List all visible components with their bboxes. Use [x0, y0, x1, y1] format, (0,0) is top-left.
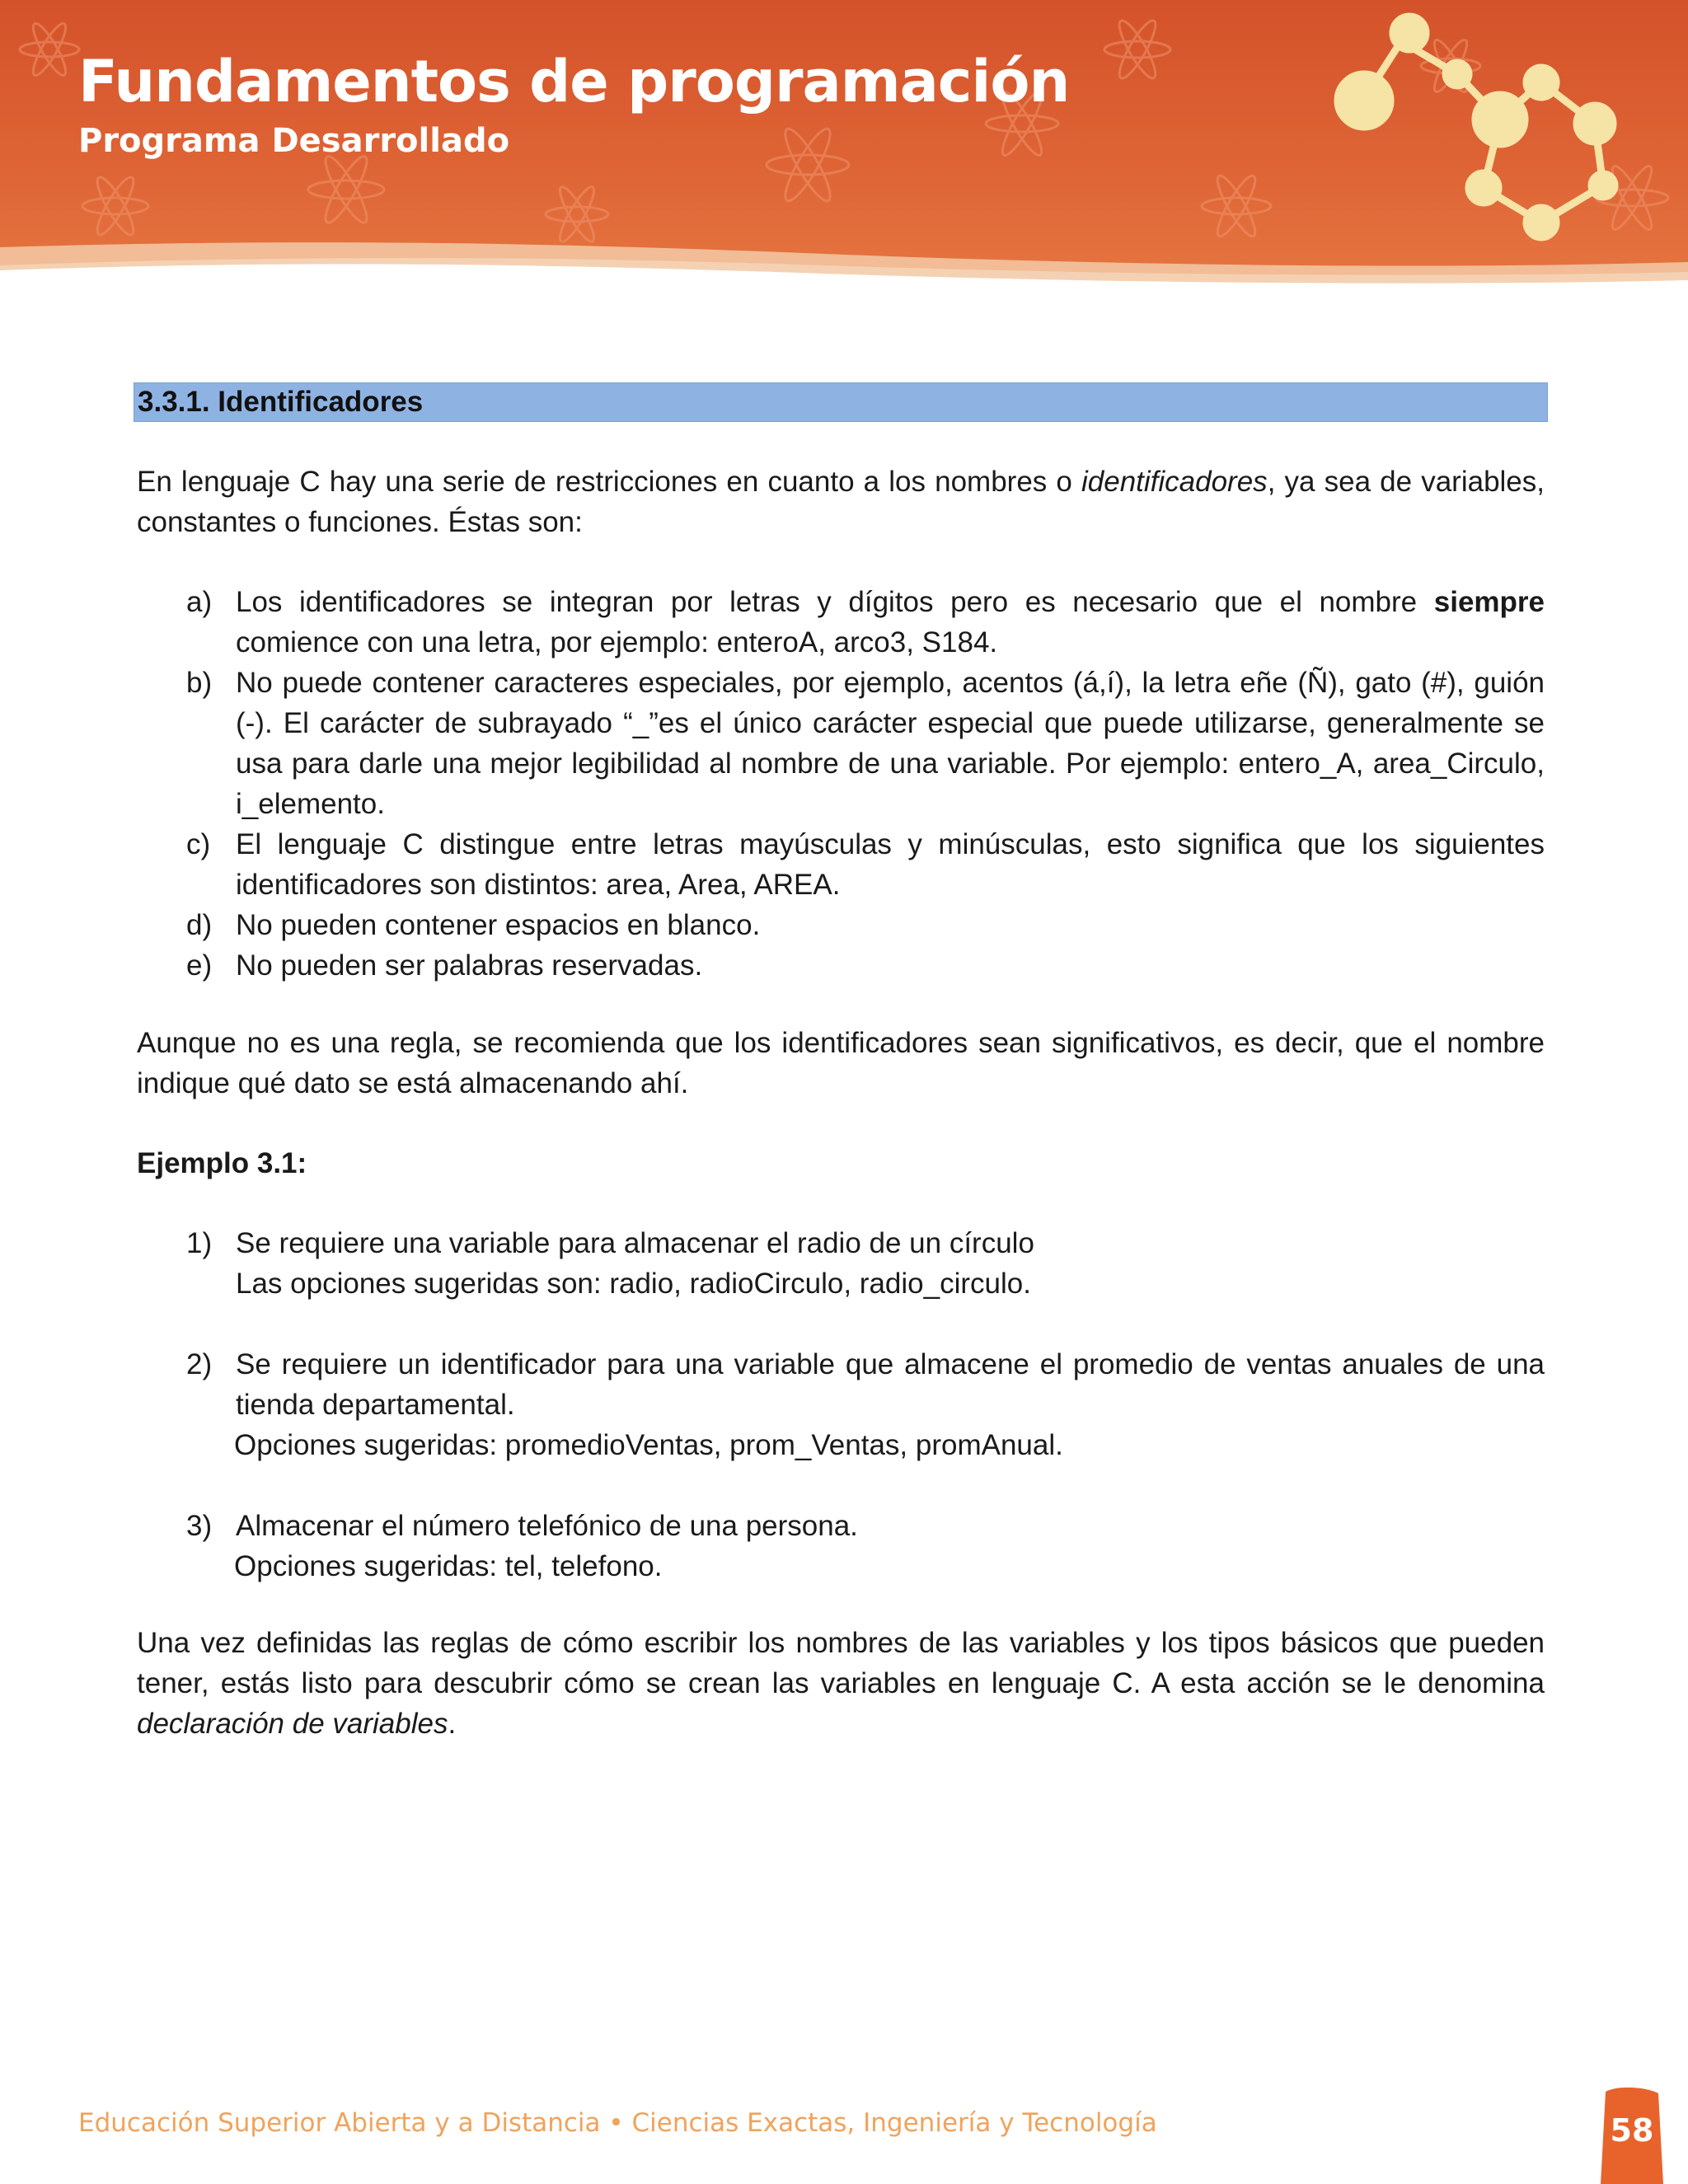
list-item-text: No pueden contener espacios en blanco. — [236, 909, 761, 941]
intro-text-end: , ya sea de variables, constantes o funciones. Éstas son: — [137, 466, 1545, 538]
list-marker: c) — [186, 828, 211, 860]
example-options: Opciones sugeridas: promedioVentas, prom_Ventas, promAnual. — [234, 1429, 1063, 1461]
closing-paragraph — [137, 1623, 1545, 1744]
list-marker: b) — [186, 667, 213, 699]
example-question: Almacenar el número telefónico de una persona. — [236, 1510, 858, 1542]
list-item-text: El lenguaje C distingue entre letras mayúsculas y minúsculas, esto significa que los siguientes identificadores son distintos: area, Area, AREA. — [236, 828, 1545, 901]
example-marker: 2) — [186, 1348, 213, 1380]
example-item — [137, 1344, 1545, 1465]
list-item — [137, 582, 1545, 663]
list-item-text: Los identificadores se integran por letras y dígitos pero es necesario que el nombre — [236, 586, 1434, 618]
list-marker: e) — [186, 949, 213, 982]
section-heading: 3.3.1. Identificadores — [134, 382, 1548, 422]
example-heading: Ejemplo 3.1: — [137, 1147, 307, 1179]
closing-text-end: . — [448, 1708, 457, 1740]
list-item — [137, 945, 1545, 986]
list-marker: a) — [186, 586, 213, 618]
list-item-text: No puede contener caracteres especiales, por ejemplo, acentos (á,í), la letra eñe (Ñ), gato (#), guión (-). El carácter de subrayado “_”es el único carácter especial que puede utilizarse, generalmente se usa para darle una mejor legibilidad al nombre de una variable. Por ejemplo: entero_A, area_Circulo, i_elemento. — [236, 667, 1545, 820]
list-item — [137, 824, 1545, 905]
list-marker: d) — [186, 909, 213, 941]
example-options: Opciones sugeridas: tel, telefono. — [234, 1550, 663, 1582]
example-marker: 1) — [186, 1227, 213, 1259]
example-item — [137, 1506, 1545, 1586]
closing-italic-term: declaración de variables — [137, 1708, 448, 1740]
page-number: 58 — [1610, 2112, 1654, 2149]
document-title: Fundamentos de programación — [78, 48, 1070, 115]
document-subtitle: Programa Desarrollado — [78, 122, 510, 160]
intro-text: En lenguaje C hay una serie de restricciones en cuanto a los nombres o — [137, 466, 1081, 498]
recommendation-paragraph: Aunque no es una regla, se recomienda que los identificadores sean significativos, es decir, que el nombre indique qué dato se está almacenando ahí. — [137, 1027, 1545, 1099]
header-banner — [0, 0, 1688, 297]
list-item — [137, 905, 1545, 945]
example-item — [137, 1223, 1545, 1304]
example-question: Se requiere un identificador para una variable que almacene el promedio de ventas anuales de una tienda departamental. — [236, 1348, 1545, 1421]
intro-paragraph — [137, 462, 1545, 542]
closing-text: Una vez definidas las reglas de cómo escribir los nombres de las variables y los tipos básicos que pueden tener, estás listo para descubrir cómo se crean las variables en lenguaje C. A esta acción se le denomina — [137, 1627, 1545, 1699]
example-list — [137, 1223, 1545, 1586]
example-options: Las opciones sugeridas son: radio, radioCirculo, radio_circulo. — [236, 1268, 1031, 1300]
list-item — [137, 663, 1545, 824]
example-question: Se requiere una variable para almacenar el radio de un círculo — [236, 1227, 1034, 1259]
example-marker: 3) — [186, 1510, 213, 1542]
list-item-bold: siempre — [1433, 586, 1545, 618]
footer-text: Educación Superior Abierta y a Distancia • Ciencias Exactas, Ingeniería y Tecnología — [78, 2108, 1157, 2138]
list-item-text-end: comience con una letra, por ejemplo: enteroA, arco3, S184. — [236, 626, 998, 658]
list-item-text: No pueden ser palabras reservadas. — [236, 949, 703, 982]
intro-italic-term: identificadores — [1081, 466, 1268, 498]
rules-list — [137, 582, 1545, 986]
